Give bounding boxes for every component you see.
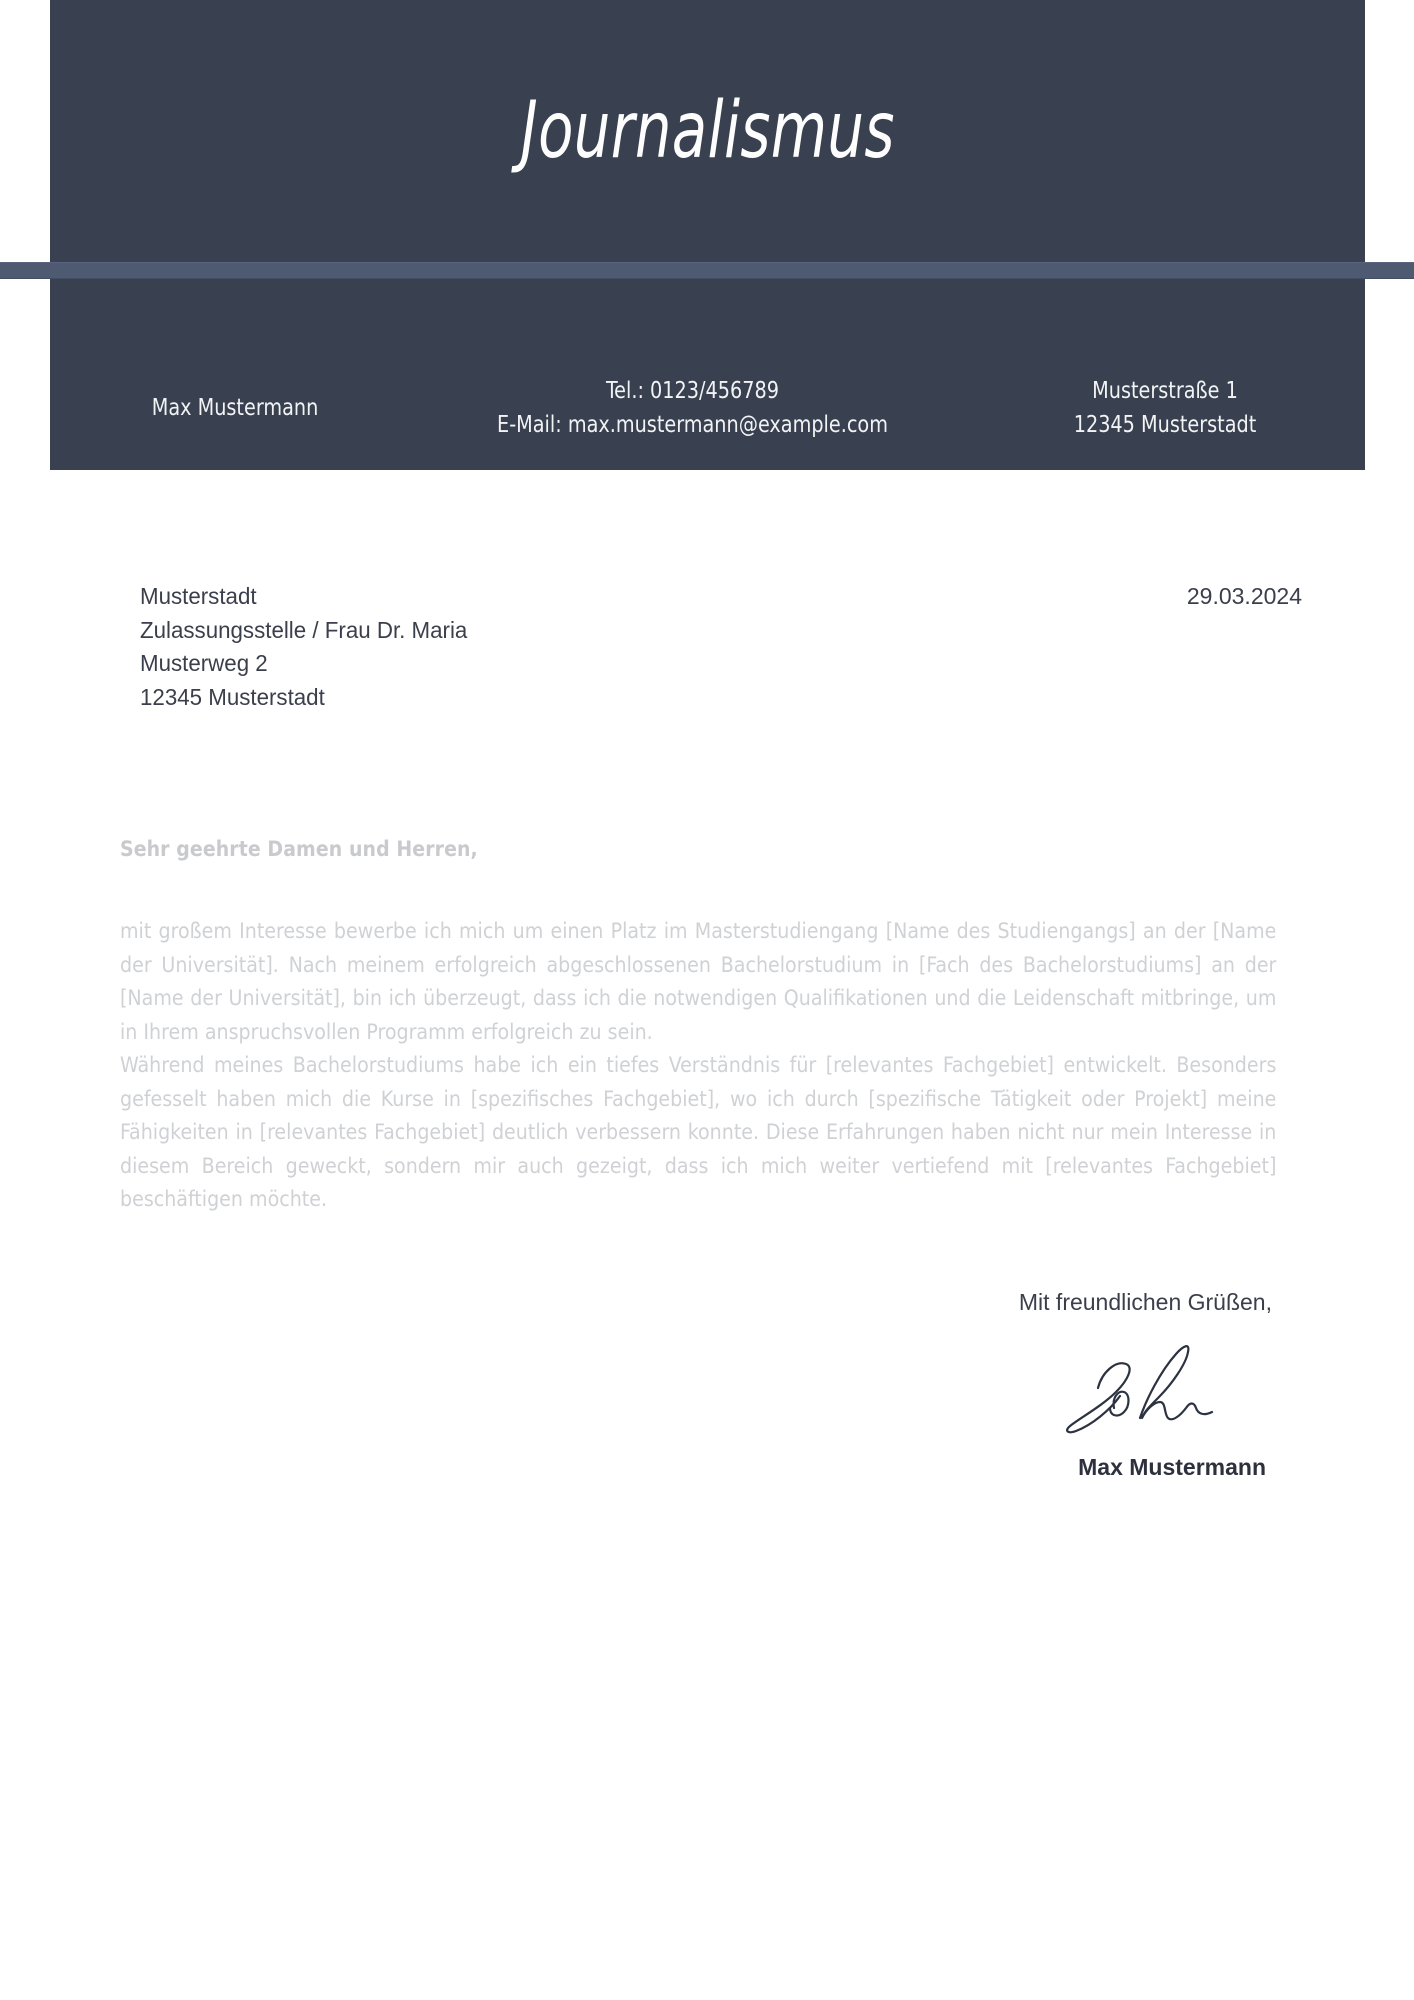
- closing-salutation: Mit freundlichen Grüßen,: [1018, 1288, 1272, 1315]
- sender-city: 12345 Musterstadt: [1073, 412, 1257, 438]
- address-date-row: [0, 580, 1414, 714]
- letter-date: 29.03.2024: [1186, 583, 1302, 609]
- contact-address-column: [979, 374, 1351, 442]
- body-paragraph: Während meines Bachelorstudiums habe ich ein tiefes Verständnis für [relevantes Fachgebiet] entwickelt. Besonders gefesselt haben mich die Kurse in [spezifisches Fachgebiet], wo ich durch [spezifische Tätigkeit oder Projekt] meine Fähigkeiten in [relevantes Fachgebiet] deutlich verbessern konnte. Diese Erfahrungen haben nicht nur mein Interesse in diesem Bereich geweckt, sondern mir auch gezeigt, dass ich mich weiter vertiefend mit [relevantes Fachgebiet] beschäftigen möchte.: [120, 1053, 1277, 1212]
- recipient-line: 12345 Musterstadt: [140, 683, 325, 710]
- handwritten-signature-icon: [1054, 1330, 1234, 1435]
- signer-name: Max Mustermann: [1078, 1453, 1266, 1480]
- sender-name: Max Mustermann: [151, 395, 319, 421]
- accent-divider-bar: [0, 262, 1414, 279]
- contact-name-column: [63, 374, 407, 425]
- sender-phone: Tel.: 0123/456789: [606, 378, 779, 404]
- letter-sheet: [0, 470, 1414, 1481]
- salutation: Sehr geehrte Damen und Herren,: [120, 837, 478, 861]
- closing-area: [0, 1289, 1414, 1316]
- page-title: Journalismus: [520, 86, 895, 176]
- recipient-line: Zulassungsstelle / Frau Dr. Maria: [140, 616, 468, 643]
- body-paragraph: mit großem Interesse bewerbe ich mich um einen Platz im Masterstudiengang [Name des Studiengangs] an der [Name der Universität]. Nach meinem erfolgreich abgeschlossenen Bachelorstudium in [Fach des Bachelorstudiums] an der [Name der Universität], bin ich überzeugt, dass ich die notwendigen Qualifikationen und die Leidenschaft mitbringe, um in Ihrem anspruchsvollen Programm erfolgreich zu sein.: [120, 919, 1277, 1045]
- recipient-line: Musterstadt: [140, 583, 257, 609]
- sender-email: E-Mail: max.mustermann@example.com: [497, 412, 888, 438]
- letterhead-title-area: [50, 0, 1365, 262]
- recipient-line: Musterweg 2: [140, 650, 268, 676]
- recipient-address: [140, 580, 467, 714]
- contact-details-column: [439, 374, 946, 442]
- signature-area: [0, 1330, 1414, 1440]
- contact-row: [50, 279, 1365, 470]
- letterhead: [0, 0, 1414, 470]
- letter-body: [0, 915, 1414, 1217]
- sender-street: Musterstraße 1: [1092, 378, 1238, 404]
